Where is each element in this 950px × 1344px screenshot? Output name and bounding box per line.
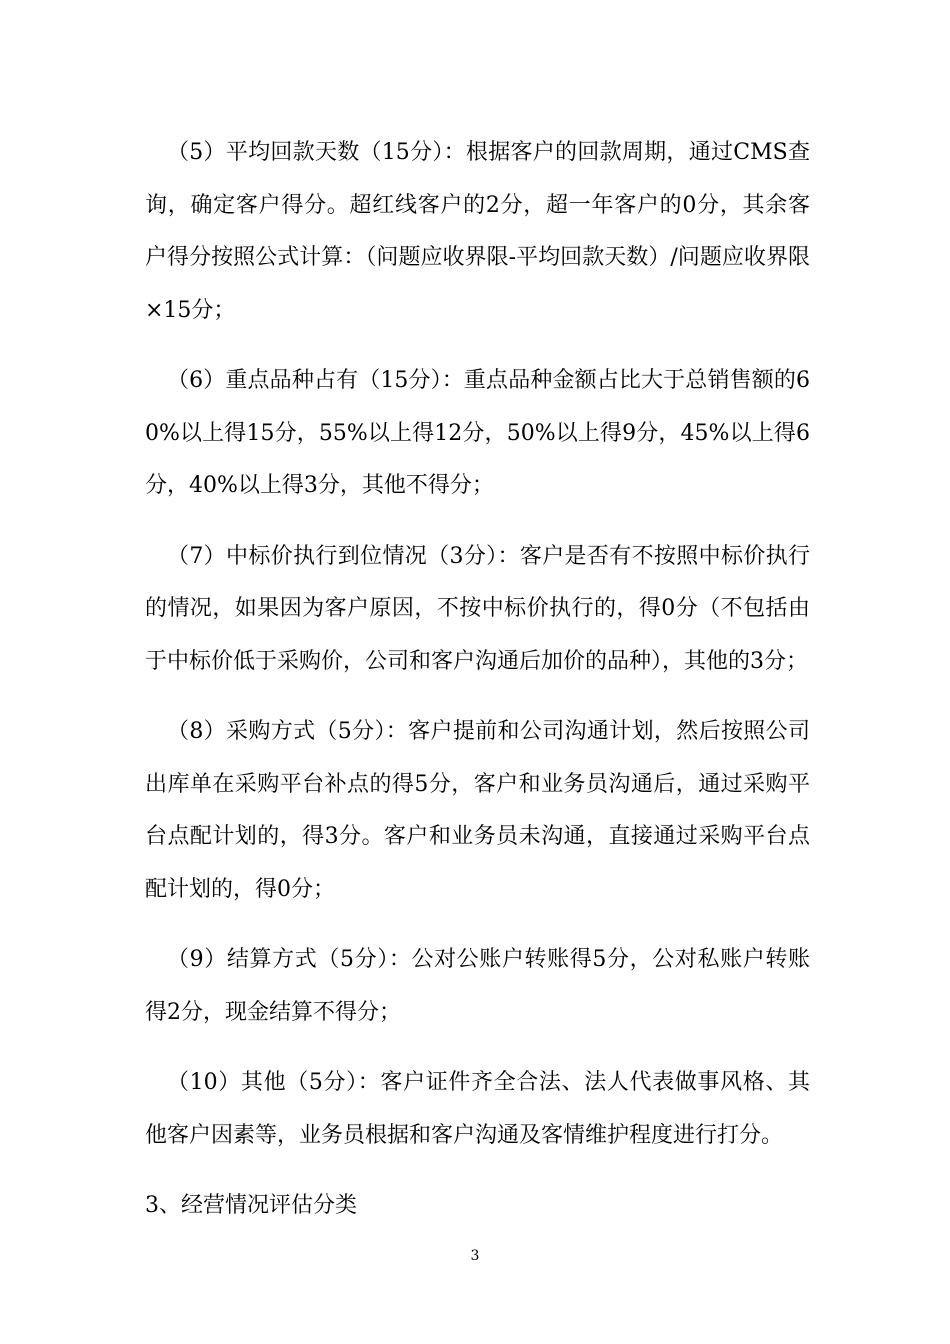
- paragraph-bid-price-execution: （7）中标价执行到位情况（3分）：客户是否有不按照中标价执行的情况，如果因为客户原因，不按中标价执行的，得0分（不包括由于中标价低于采购价，公司和客户沟通后加价的品种），其他的3分；: [145, 543, 810, 674]
- document-body: [145, 127, 810, 1251]
- paragraph-settlement-method: （9）结算方式（5分）：公对公账户转账得5分，公对私账户转账得2分，现金结算不得分；: [145, 947, 810, 1025]
- paragraph-average-payment-days: （5）平均回款天数（15分）：根据客户的回款周期，通过CMS查询，确定客户得分。超红线客户的2分，超一年客户的0分，其余客户得分按照公式计算：（问题应收界限-平均回款天数）/问题应收界限×15分；: [145, 140, 810, 323]
- paragraph-purchase-method: （8）采购方式（5分）：客户提前和公司沟通计划，然后按照公司出库单在采购平台补点的得5分，客户和业务员沟通后，通过采购平台点配计划的，得3分。客户和业务员未沟通，直接通过采购平台点配计划的，得0分；: [145, 719, 810, 902]
- paragraph-other: （10）其他（5分）：客户证件齐全合法、法人代表做事风格、其他客户因素等，业务员根据和客户沟通及客情维护程度进行打分。: [145, 1070, 810, 1148]
- page-number: 3: [470, 1248, 480, 1264]
- paragraph-key-product-share: （6）重点品种占有（15分）：重点品种金额占比大于总销售额的60%以上得15分，55%以上得12分，50%以上得9分，45%以上得6分，40%以上得3分，其他不得分；: [145, 368, 810, 498]
- section-heading: 3、经营情况评估分类: [145, 1193, 357, 1218]
